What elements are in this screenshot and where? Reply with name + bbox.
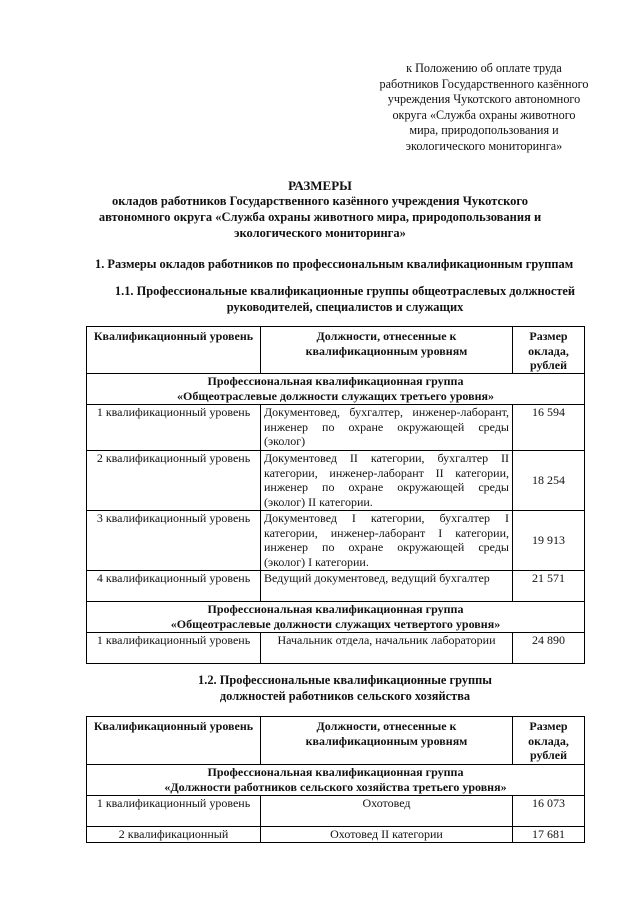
cell-positions: Документовед, бухгалтер, инженер-лаборант, инженер по охране окружающей среды (эколог) <box>261 405 513 451</box>
group-title <box>87 765 585 796</box>
cell-positions: Документовед I категории, бухгалтер I категории, инженер-лаборант I категории, инженер по охране окружающей среды (эколог) I категории. <box>261 511 513 571</box>
cell-level: 1 квалификационный уровень <box>87 796 261 827</box>
attachment-line: мира, природопользования и <box>409 123 559 137</box>
section-1-1-heading <box>80 284 610 315</box>
attachment-line: к Положению об оплате труда <box>406 61 562 75</box>
subtitle-line: экологического мониторинга» <box>234 226 406 240</box>
table-row <box>87 405 585 451</box>
table-header-row <box>87 717 585 765</box>
cell-level: 2 квалификационный <box>87 827 261 843</box>
section-1-heading: 1. Размеры окладов работников по профессиональным квалификационным группам <box>95 257 574 271</box>
cell-level: 2 квалификационный уровень <box>87 451 261 511</box>
cell-positions: Документовед II категории, бухгалтер II категории, инженер-лаборант II категории, инженер по охране окружающей среды (эколог) II категории. <box>261 451 513 511</box>
group-title-line: Профессиональная квалификационная группа <box>207 602 464 616</box>
table-row <box>87 633 585 664</box>
cell-level: 1 квалификационный уровень <box>87 405 261 451</box>
cell-level: 4 квалификационный уровень <box>87 571 261 602</box>
header-positions: Должности, отнесенные к квалификационным уровням <box>261 717 513 765</box>
cell-level: 1 квалификационный уровень <box>87 633 261 664</box>
header-level: Квалификационный уровень <box>87 327 261 374</box>
heading-line: 1.2. Профессиональные квалификационные группы <box>198 673 492 687</box>
attachment-line: работников Государственного казённого <box>379 76 589 91</box>
header-salary: Размер оклада, рублей <box>513 717 585 765</box>
header-level: Квалификационный уровень <box>87 717 261 765</box>
section-1-2-heading <box>80 673 610 704</box>
salary-table-agriculture <box>86 716 585 843</box>
heading-line: должностей работников сельского хозяйства <box>219 688 471 703</box>
header-positions: Должности, отнесенные к квалификационным уровням <box>261 327 513 374</box>
table-header-row <box>87 327 585 374</box>
heading-line: руководителей, специалистов и служащих <box>226 299 464 314</box>
cell-salary: 24 890 <box>513 633 585 664</box>
cell-positions: Охотовед <box>261 796 513 827</box>
document-subtitle <box>60 193 580 241</box>
attachment-note <box>360 61 608 154</box>
table-row <box>87 571 585 602</box>
cell-positions: Ведущий документовед, ведущий бухгалтер <box>261 571 513 602</box>
salary-table-general <box>86 326 585 664</box>
cell-salary: 16 594 <box>513 405 585 451</box>
group-title-line: Профессиональная квалификационная группа <box>207 374 464 388</box>
cell-salary: 17 681 <box>513 827 585 843</box>
table-row <box>87 451 585 511</box>
group-title-line: Профессиональная квалификационная группа <box>207 765 464 779</box>
table-row <box>87 511 585 571</box>
cell-salary: 16 073 <box>513 796 585 827</box>
subtitle-line: окладов работников Государственного казённого учреждения Чукотского <box>111 194 529 208</box>
subtitle-line: автономного округа «Служба охраны животного мира, природопользования и <box>98 210 542 224</box>
document-title: РАЗМЕРЫ <box>288 178 352 193</box>
cell-salary: 21 571 <box>513 571 585 602</box>
attachment-line: учреждения Чукотского автономного <box>387 92 581 106</box>
cell-salary: 18 254 <box>513 451 585 511</box>
group-row <box>87 602 585 633</box>
group-row <box>87 765 585 796</box>
attachment-line: округа «Служба охраны животного <box>392 107 576 122</box>
header-salary: Размер оклада, рублей <box>513 327 585 374</box>
attachment-line: экологического мониторинга» <box>405 138 563 153</box>
cell-salary: 19 913 <box>513 511 585 571</box>
cell-positions: Охотовед II категории <box>261 827 513 843</box>
group-title <box>87 374 585 405</box>
heading-line: 1.1. Профессиональные квалификационные группы общеотраслевых должностей <box>114 284 576 298</box>
group-title-line: «Общеотраслевые должности служащих третьего уровня» <box>177 388 494 403</box>
group-title <box>87 602 585 633</box>
table-row <box>87 796 585 827</box>
cell-level: 3 квалификационный уровень <box>87 511 261 571</box>
group-title-line: «Должности работников сельского хозяйства третьего уровня» <box>164 779 507 794</box>
cell-positions: Начальник отдела, начальник лаборатории <box>261 633 513 664</box>
group-row <box>87 374 585 405</box>
group-title-line: «Общеотраслевые должности служащих четвертого уровня» <box>170 616 501 631</box>
table-row <box>87 827 585 843</box>
